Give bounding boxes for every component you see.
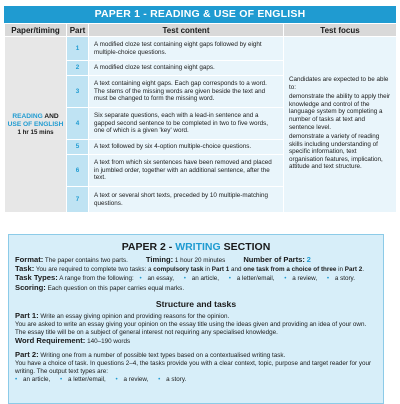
list-item: • an essay, — [139, 275, 174, 283]
paper-timing-cell — [5, 37, 67, 213]
part2-row — [15, 351, 377, 360]
part-number: 2 — [67, 61, 89, 76]
structure-title: Structure and tasks — [155, 298, 237, 309]
list-item: • a story. — [326, 275, 355, 283]
table-header-row — [5, 24, 397, 37]
scoring-row — [15, 284, 377, 293]
task-bold: compulsory task — [153, 266, 204, 274]
list-item: • a letter/email, — [60, 376, 106, 384]
task-text: . — [362, 266, 365, 274]
task-text: You are required to complete two tasks: a — [35, 266, 154, 274]
test-content: A text followed by six 4-option multiple-choice questions. — [89, 140, 284, 155]
num-parts-label: Number of Parts: — [243, 255, 305, 264]
test-focus-point: demonstrate the ability to apply their knowledge and control of the language system by completing a number of tasks at text and sentence level. — [289, 93, 391, 131]
scoring-text: Each question on this paper carries equal marks. — [47, 284, 185, 292]
paper2-title-suffix: SECTION — [220, 241, 271, 253]
header-paper-timing: Paper/timing — [5, 24, 67, 37]
paper-timing: 1 hr 15 mins — [17, 128, 54, 136]
part-number: 3 — [67, 76, 89, 108]
word-req-text: 140–190 words — [87, 338, 131, 346]
task-label: Task: — [15, 264, 35, 274]
paper2-section — [8, 234, 384, 404]
paper-name-reading: READING — [12, 112, 43, 120]
part-number: 5 — [67, 140, 89, 155]
task-text: in — [336, 266, 345, 274]
list-item: • a story. — [158, 376, 187, 384]
list-item: • an article, — [183, 275, 219, 283]
task-types-row — [15, 274, 377, 283]
format-label: Format: — [15, 255, 44, 264]
part1-label: Part 1: — [15, 310, 39, 320]
timing-label: Timing: — [145, 255, 174, 264]
part1-text: Write an essay giving opinion and providing reasons for the opinion. — [40, 312, 230, 320]
header-part: Part — [67, 24, 89, 37]
table-row — [5, 37, 397, 61]
word-requirement-row — [15, 337, 377, 346]
part-number: 1 — [67, 37, 89, 61]
list-item: • a review, — [284, 275, 318, 283]
list-item: • a letter/email, — [228, 275, 275, 283]
test-focus-point: demonstrate a variety of reading skills including understanding of specific information, text organisation features, implication, attitude and text structure. — [289, 133, 383, 171]
task-bold: one task from a choice of three — [243, 266, 337, 274]
part2-text: Writing one from a number of possible text types based on a contextualised writing task. — [40, 351, 286, 359]
timing-text: 1 hour 20 minutes — [174, 257, 226, 264]
paper-name-and: AND — [44, 112, 59, 120]
header-test-focus: Test focus — [284, 24, 397, 37]
test-focus-intro: Candidates are expected to be able to: — [289, 75, 389, 91]
part2-types-row — [15, 376, 377, 384]
test-focus-cell — [284, 37, 397, 213]
paper2-title-prefix: PAPER 2 - — [121, 241, 176, 253]
num-parts-value: 2 — [306, 255, 311, 264]
task-types-label: Task Types: — [15, 273, 58, 283]
part-number: 7 — [67, 187, 89, 213]
paper-name-use-of-english: USE OF ENGLISH — [7, 120, 64, 128]
format-row — [15, 256, 377, 265]
paper1-table — [4, 23, 397, 213]
part1-row — [15, 312, 377, 321]
list-item: • an article, — [15, 376, 51, 384]
part2-detail: You have a choice of task. In questions 2–4, the tasks provide you with a clear context, topic, purpose and target reader for your writing. The output text types are: — [15, 359, 372, 376]
paper2-title-writing: WRITING — [175, 241, 221, 253]
test-content: A modified cloze test containing eight gaps. — [89, 61, 284, 76]
part2-label: Part 2: — [15, 349, 39, 359]
format-text: The paper contains two parts. — [44, 257, 128, 264]
paper1-title: PAPER 1 - READING & USE OF ENGLISH — [4, 6, 396, 23]
test-content: Six separate questions, each with a lead-in sentence and a gapped second sentence to be completed in two to five words, one of which is a given 'key' word. — [89, 108, 284, 140]
test-content: A text from which six sentences have been removed and placed in jumbled order, together with an additional sentence, after the text. — [89, 155, 284, 187]
test-content: A modified cloze test containing eight gaps followed by eight multiple-choice questions. — [89, 37, 284, 61]
test-content: A text or several short texts, preceded by 10 multiple-matching questions. — [89, 187, 284, 213]
paper1-table-section — [4, 6, 396, 213]
task-row — [15, 265, 377, 274]
word-req-label: Word Requirement: — [15, 336, 86, 346]
part-number: 6 — [67, 155, 89, 187]
paper2-title — [15, 241, 377, 253]
task-text: in — [203, 266, 212, 274]
header-test-content: Test content — [89, 24, 284, 37]
task-types-text: A range from the following: — [59, 275, 134, 283]
task-text: and — [229, 266, 244, 274]
part1-detail: The essay title will be on a subject of general interest not requiring any specialised knowledge. — [15, 329, 278, 337]
part-number: 4 — [67, 108, 89, 140]
scoring-label: Scoring: — [15, 282, 46, 292]
task-bold: Part 1 — [211, 266, 230, 274]
list-item: • a review, — [115, 376, 149, 384]
task-bold: Part 2 — [344, 266, 363, 274]
part1-detail: You are asked to write an essay giving your opinion on the essay title using the ideas given and providing an idea of your own. — [15, 321, 367, 329]
test-content: A text containing eight gaps. Each gap corresponds to a word. The stems of the missing words are given beside the text and must be changed to form the missing word. — [89, 76, 284, 108]
